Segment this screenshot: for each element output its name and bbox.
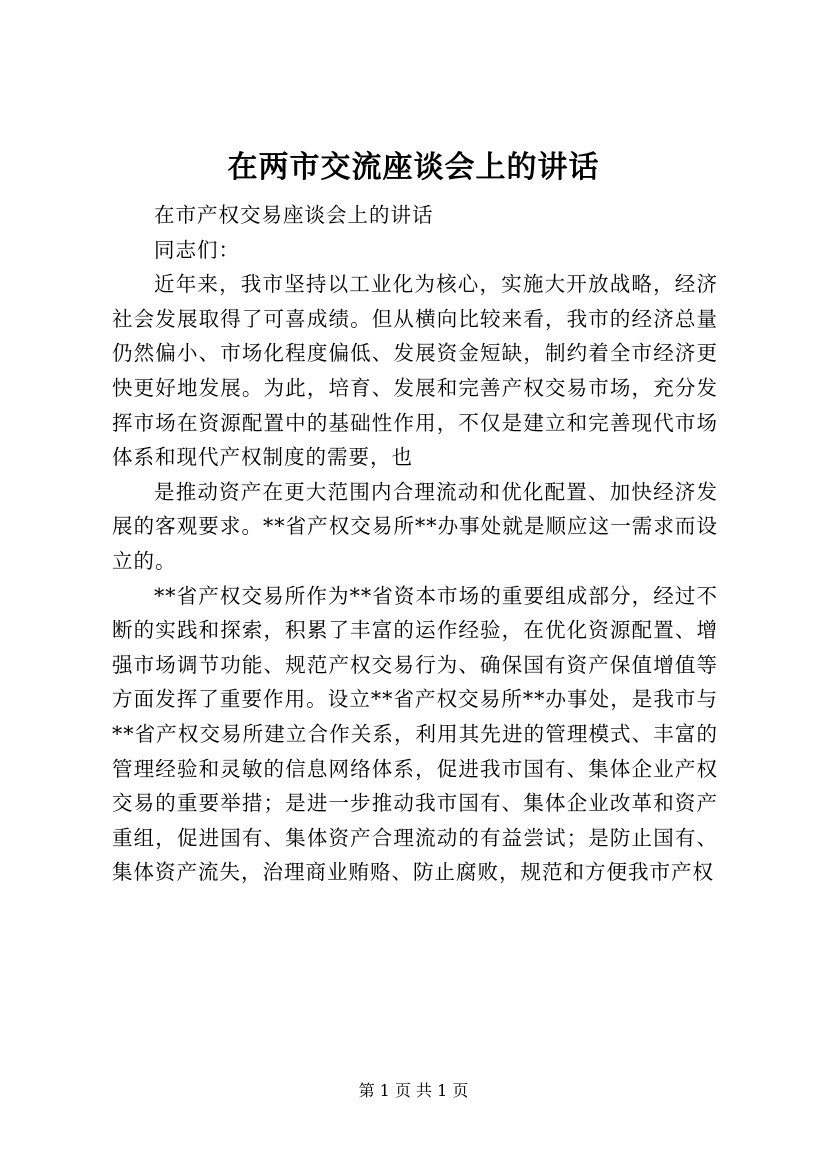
body-paragraph-3: **省产权交易所作为**省资本市场的重要组成部分，经过不断的实践和探索，积累了丰富的运作经验，在优化资源配置、增强市场调节功能、规范产权交易行为、确保国有资产保值增值等方面发挥了重要作用。设立**省产权交易所**办事处，是我市与**省产权交易所建立合作关系，利用其先进的管理模式、丰富的管理经验和灵敏的信息网络体系，促进我市国有、集体企业产权交易的重要举措；是进一步推动我市国有、集体企业改革和资产重组，促进国有、集体资产合理流动的有益尝试；是防止国有、集体资产流失，治理商业贿赂、防止腐败，规范和方便我市产权 <box>112 583 718 885</box>
document-title: 在两市交流座谈会上的讲话 <box>227 150 600 185</box>
body-paragraph-1: 近年来，我市坚持以工业化为核心，实施大开放战略，经济社会发展取得了可喜成绩。但从横向比较来看，我市的经济总量仍然偏小、市场化程度偏低、发展资金短缺，制约着全市经济更快更好地发展。为此，培育、发展和完善产权交易市场，充分发挥市场在资源配置中的基础性作用，不仅是建立和完善现代市场体系和现代产权制度的需要，也 <box>112 272 718 470</box>
salutation-paragraph: 同志们： <box>154 237 240 262</box>
subtitle-paragraph: 在市产权交易座谈会上的讲话 <box>154 203 434 227</box>
document-body <box>112 198 718 890</box>
body-paragraph-2: 是推动资产在更大范围内合理流动和优化配置、加快经济发展的客观要求。**省产权交易所**办事处就是顺应这一需求而设立的。 <box>112 479 718 573</box>
page-footer: 第 1 页 共 1 页 <box>358 1081 469 1100</box>
